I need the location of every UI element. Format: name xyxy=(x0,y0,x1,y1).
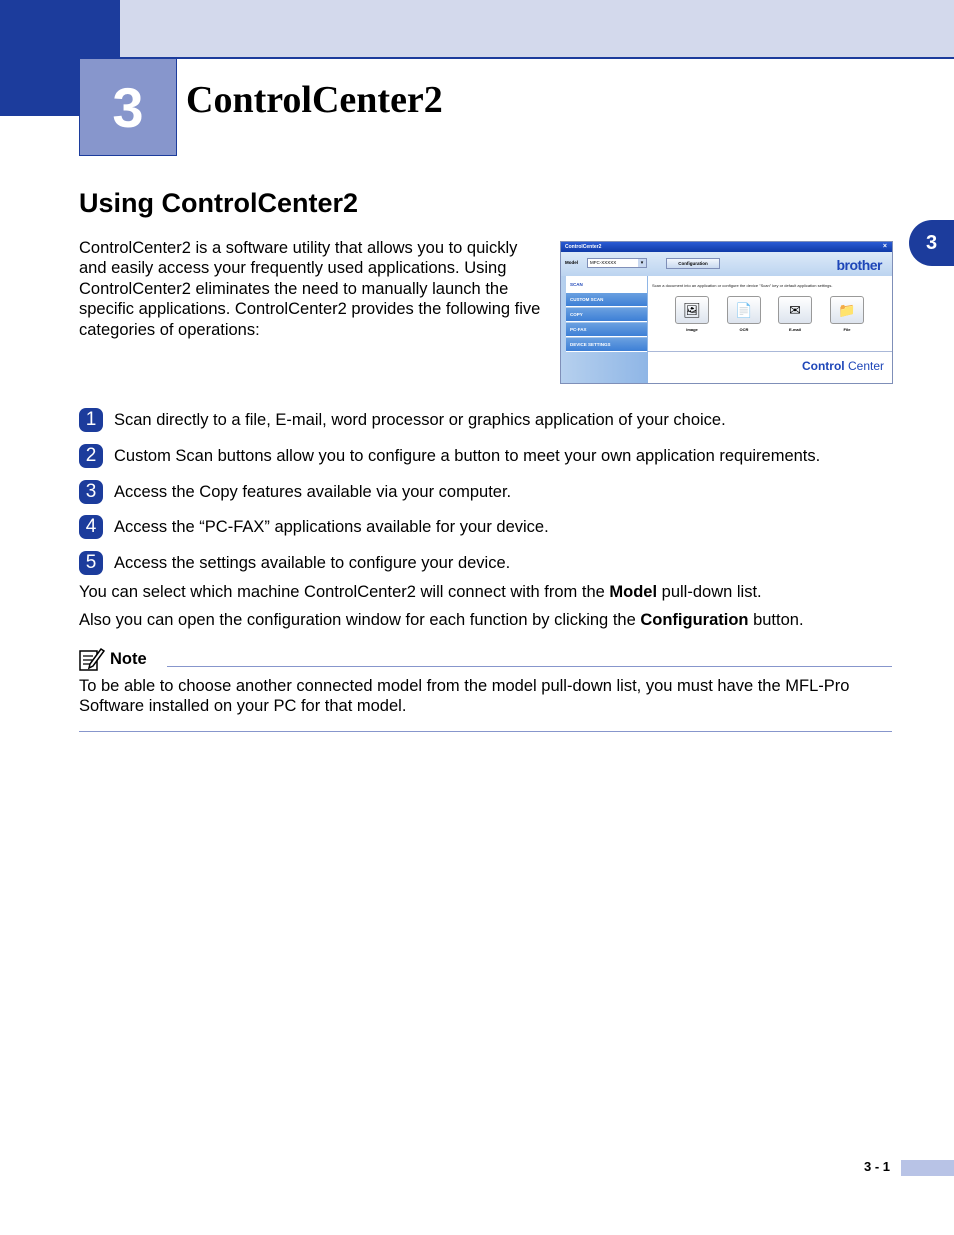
para2-after: button. xyxy=(748,611,804,629)
configuration-button: Configuration xyxy=(666,258,720,269)
header-light-band xyxy=(120,0,954,58)
number-badge: 5 xyxy=(79,551,103,575)
note-label: Note xyxy=(110,649,147,668)
image-label: Image xyxy=(686,327,698,332)
note-pencil-icon xyxy=(79,647,105,671)
header-rule xyxy=(120,57,954,59)
list-item-text: Scan directly to a file, E-mail, word processor or graphics application of your choice. xyxy=(114,410,726,429)
app-nav-panel xyxy=(561,276,648,384)
ocr-label: OCR xyxy=(739,327,749,332)
list-item xyxy=(79,480,511,504)
side-chapter-tab[interactable]: 3 xyxy=(909,220,954,266)
file-button xyxy=(830,296,864,334)
list-item xyxy=(79,408,726,432)
chapter-number-box xyxy=(79,58,177,156)
nav-device-settings: DEVICE SETTINGS xyxy=(566,338,647,352)
ocr-icon: 📄 xyxy=(727,296,761,324)
controlcenter-logo xyxy=(802,359,884,373)
image-icon: 🖼 xyxy=(675,296,709,324)
list-item xyxy=(79,515,549,539)
page-number: 3 - 1 xyxy=(864,1159,891,1174)
image-button xyxy=(675,296,709,334)
section-title: Using ControlCenter2 xyxy=(79,188,359,218)
list-item-text: Access the settings available to configure your device. xyxy=(114,553,511,572)
logo-bold: Control xyxy=(801,359,845,373)
number-badge: 4 xyxy=(79,515,103,539)
list-item-text: Custom Scan buttons allow you to configure a button to meet your own application requirements. xyxy=(114,446,821,465)
email-icon: ✉ xyxy=(778,296,812,324)
email-label: E-mail xyxy=(788,327,801,332)
list-item xyxy=(79,551,510,575)
app-separator xyxy=(648,351,893,352)
intro-paragraph: ControlCenter2 is a software utility that allows you to quickly and easily access your frequently used applications. Using ControlCenter2 eliminates the need to manually launch the specific applications. ControlCenter2 provides the following five categories of operations: xyxy=(79,239,541,339)
chapter-number: 3 xyxy=(112,75,144,139)
nav-copy: COPY xyxy=(566,308,647,322)
close-icon: × xyxy=(882,243,887,250)
controlcenter-screenshot xyxy=(560,241,893,384)
chapter-title: ControlCenter2 xyxy=(186,79,443,121)
logo-rest: Center xyxy=(844,359,884,373)
model-paragraph xyxy=(79,583,762,602)
model-label: Model xyxy=(565,260,578,265)
chevron-down-icon: ▾ xyxy=(638,259,646,267)
ocr-button xyxy=(727,296,761,334)
folder-icon: 📁 xyxy=(830,296,864,324)
para2-text: Also you can open the configuration window for each function by clicking the xyxy=(79,611,641,629)
footer-bar xyxy=(901,1160,954,1176)
file-label: File xyxy=(843,327,851,332)
number-badge: 3 xyxy=(79,480,103,504)
para1-after: pull-down list. xyxy=(657,583,762,601)
note-text: To be able to choose another connected model from the model pull-down list, you must have the MFL-Pro Software installed on your PC for that model. xyxy=(79,677,850,716)
note-top-rule xyxy=(167,666,892,667)
list-item-text: Access the “PC-FAX” applications available for your device. xyxy=(114,517,549,536)
app-content-panel xyxy=(648,276,893,384)
list-item-text: Access the Copy features available via your computer. xyxy=(114,482,512,501)
app-title-bar xyxy=(561,242,892,252)
number-badge: 1 xyxy=(79,408,103,432)
para1-text: You can select which machine ControlCenter2 will connect with from the xyxy=(79,583,610,601)
app-description: Scan a document into an application or configure the device "Scan" key or default application settings. xyxy=(652,283,833,288)
para1-bold: Model xyxy=(609,583,658,601)
number-badge: 2 xyxy=(79,444,103,468)
model-select xyxy=(587,258,647,268)
para2-bold: Configuration xyxy=(640,611,749,629)
configuration-paragraph xyxy=(79,611,804,630)
app-toolbar xyxy=(561,252,892,276)
list-item xyxy=(79,444,820,468)
nav-scan: SCAN xyxy=(566,276,647,293)
note-bottom-rule xyxy=(79,731,892,732)
nav-pc-fax: PC-FAX xyxy=(566,323,647,337)
note-header xyxy=(79,647,147,671)
model-value: MFC-XXXXX xyxy=(590,260,617,265)
email-button xyxy=(778,296,812,334)
brother-logo: brother xyxy=(836,257,882,273)
app-window-title: ControlCenter2 xyxy=(565,244,602,250)
nav-custom-scan: CUSTOM SCAN xyxy=(566,293,647,307)
